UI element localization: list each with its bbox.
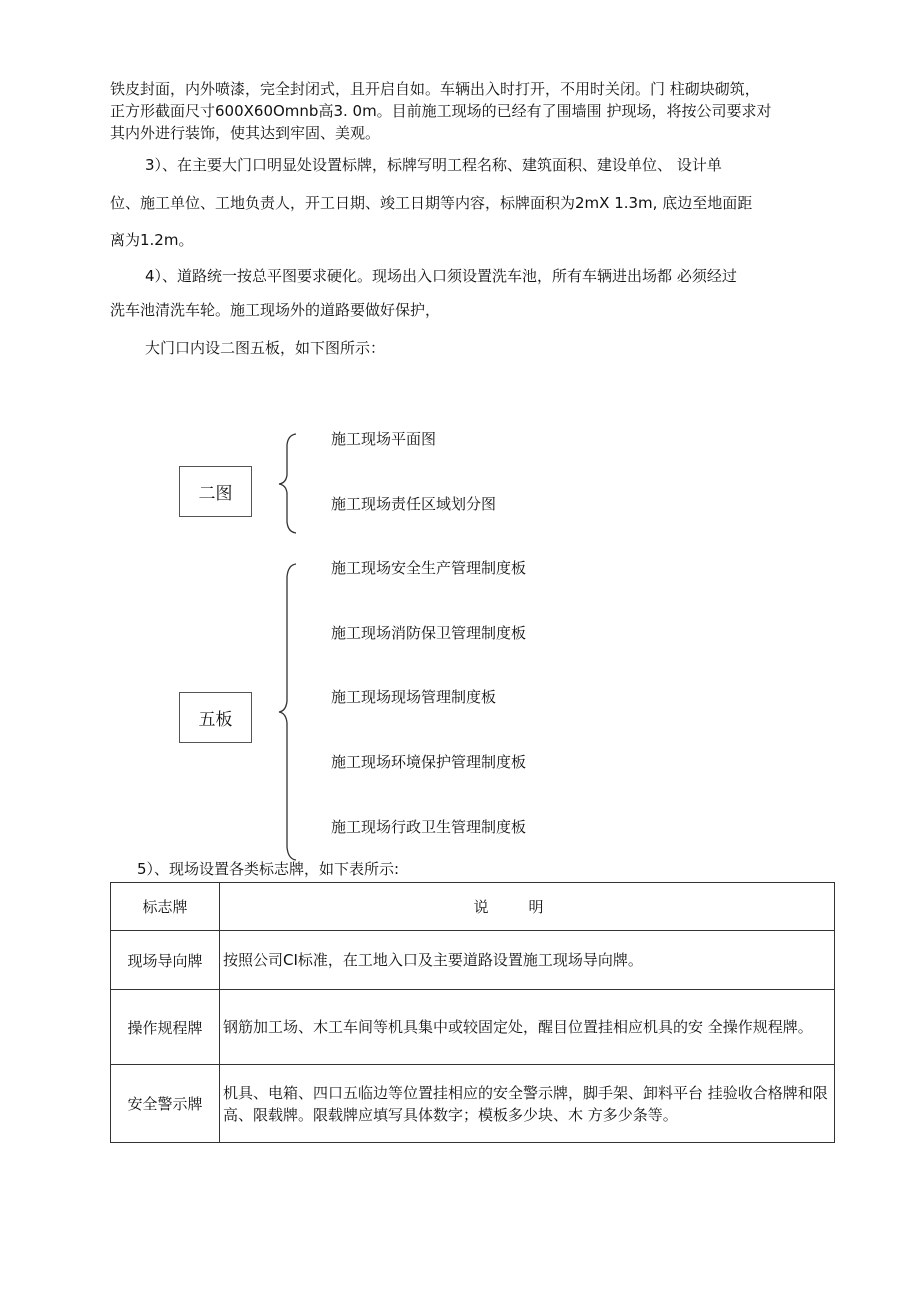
diagram-item-safety-board: 施工现场安全生产管理制度板	[331, 559, 527, 577]
paragraph-1-line-3: 其内外进行装饰，使其达到牢固、美观。	[110, 124, 381, 142]
diagram-item-fire-board: 施工现场消防保卫管理制度板	[331, 624, 527, 642]
paragraph-1-line-2: 正方形截面尺寸600X60Omnb高3. 0m。目前施工现场的已经有了围墙围 护现场，将按公司要求对	[110, 102, 772, 120]
brace-group-1	[276, 433, 298, 534]
diagram-item-environment-board: 施工现场环境保护管理制度板	[331, 753, 527, 771]
paragraph-5: 5）、现场设置各类标志牌，如下表所示:	[137, 860, 400, 878]
diagram-box-two-drawings: 二图	[179, 466, 252, 517]
paragraph-2-line-2: 位、施工单位、工地负责人，开工日期、竣工日期等内容，标牌面积为2mX 1.3m, 底边至地面距	[110, 194, 753, 212]
paragraph-3-line-2: 洗车池清洗车轮。施工现场外的道路要做好保护，	[110, 301, 441, 319]
diagram-item-hygiene-board: 施工现场行政卫生管理制度板	[331, 818, 527, 836]
paragraph-1-line-1: 铁皮封面，内外喷漆，完全封闭式，且开启自如。车辆出入时打开，不用时关闭。门 柱砌块砌筑，	[110, 80, 760, 98]
paragraph-4: 大门口内设二图五板，如下图所示：	[145, 339, 386, 357]
diagram-item-site-plan: 施工现场平面图	[331, 430, 437, 448]
table-cell-sign-name: 现场导向牌	[111, 931, 220, 990]
table-cell-sign-name: 安全警示牌	[111, 1065, 220, 1143]
table-cell-description: 按照公司CI标准，在工地入口及主要道路设置施工现场导向牌。	[220, 931, 835, 990]
table-header-sign: 标志牌	[111, 883, 220, 931]
table-header-description: 说明	[220, 883, 835, 931]
diagram-item-responsibility-map: 施工现场责任区域划分图	[331, 495, 497, 513]
table-row	[111, 1065, 835, 1143]
table-cell-description: 机具、电箱、四口五临边等位置挂相应的安全警示牌，脚手架、卸料平台 挂验收合格牌和限高、限载牌。限载牌应填写具体数字；模板多少块、木 方多少条等。	[220, 1065, 835, 1143]
diagram-box-five-boards: 五板	[179, 692, 252, 743]
table-row	[111, 990, 835, 1065]
paragraph-2-line-3: 离为1.2m。	[110, 231, 194, 249]
diagram-item-site-management-board: 施工现场现场管理制度板	[331, 688, 497, 706]
table-header-row	[111, 883, 835, 931]
brace-group-2	[276, 563, 298, 861]
table-cell-description: 钢筋加工场、木工车间等机具集中或较固定处，醒目位置挂相应机具的安 全操作规程牌。	[220, 990, 835, 1065]
table-cell-sign-name: 操作规程牌	[111, 990, 220, 1065]
paragraph-3-line-1: 4）、道路统一按总平图要求硬化。现场出入口须设置洗车池，所有车辆进出场都 必须经过	[145, 267, 737, 285]
signs-table	[110, 882, 835, 1143]
paragraph-2-line-1: 3）、在主要大门口明显处设置标牌，标牌写明工程名称、建筑面积、建设单位、 设计单	[145, 156, 722, 174]
table-row	[111, 931, 835, 990]
